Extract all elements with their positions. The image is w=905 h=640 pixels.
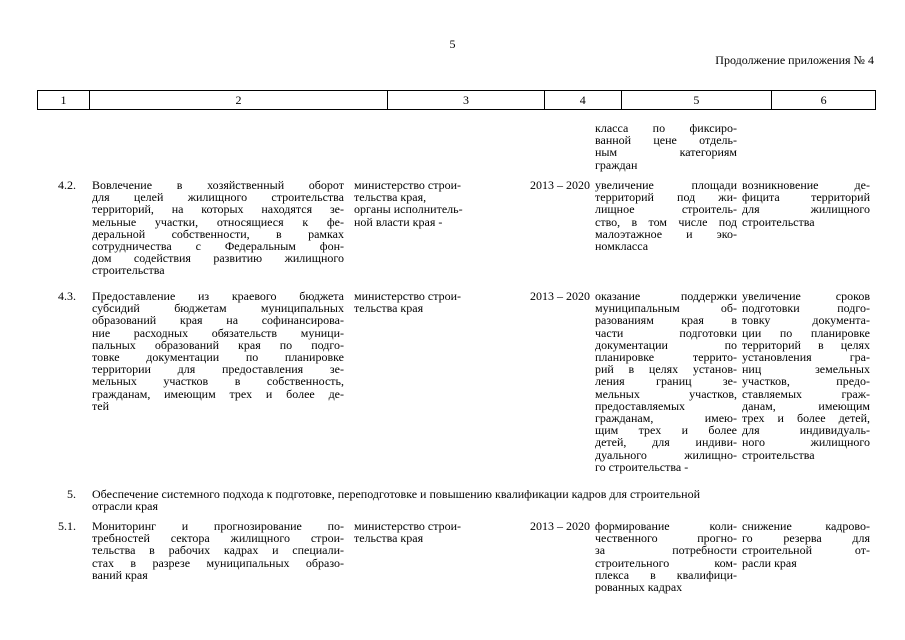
expected-result-line: территорий под жи- xyxy=(595,190,737,205)
non-implementation-effect-line: го резерва для xyxy=(742,531,870,546)
expected-result xyxy=(595,122,737,171)
non-implementation-effect-line: строительства xyxy=(742,214,815,229)
expected-result-line: за потребности xyxy=(595,543,737,558)
expected-result-line: части подготовки xyxy=(595,325,737,340)
non-implementation-effect xyxy=(742,179,870,228)
non-implementation-effect-line: товку документа- xyxy=(742,313,870,328)
header-col-5: 5 xyxy=(622,91,773,109)
expected-result-line: детей, для индиви- xyxy=(595,435,737,450)
expected-result-line: формирование коли- xyxy=(595,519,737,533)
section-heading-line: Обеспечение системного подхода к подготовке, переподготовке и повышению квалификации кадров для строительной xyxy=(92,487,700,501)
expected-result-line: ления границ зе- xyxy=(595,374,737,389)
measure-description-line: территории для предоставления зе- xyxy=(92,362,344,377)
header-col-3: 3 xyxy=(388,91,545,109)
expected-result xyxy=(595,179,737,252)
non-implementation-effect-line: трех и более детей, xyxy=(742,411,870,426)
non-implementation-effect-line: данам, имеющим xyxy=(742,398,870,413)
row-number: 4.2. xyxy=(58,178,76,192)
non-implementation-effect-line: участков, предо- xyxy=(742,374,870,389)
measure-description-line: Мониторинг и прогнозирование по- xyxy=(92,519,344,533)
row-number: 5.1. xyxy=(58,519,76,533)
measure-description-line: требностей сектора жилищного строи- xyxy=(92,531,344,546)
expected-result-line: увеличение площади xyxy=(595,178,737,192)
measure-description xyxy=(92,520,344,581)
expected-result-line: дуального жилищно- xyxy=(595,447,737,462)
measure-description-line: дом содействия развитию жилищного xyxy=(92,251,344,266)
section-heading-line: отрасли края xyxy=(92,499,158,514)
measure-description-line: ваний края xyxy=(92,567,148,582)
non-implementation-effect-line: снижение кадрово- xyxy=(742,519,870,533)
non-implementation-effect-line: ного жилищного xyxy=(742,435,870,450)
non-implementation-effect-line: фицита территорий xyxy=(742,190,870,205)
responsible-executor-line: тельства края xyxy=(354,531,424,546)
section-heading xyxy=(92,488,872,512)
non-implementation-effect-line: для жилищного xyxy=(742,202,870,217)
expected-result-line: номкласса xyxy=(595,239,649,254)
measure-description-line: стах в разрезе муниципальных образо- xyxy=(92,555,344,570)
measure-description-line: Предоставление из краевого бюджета xyxy=(92,289,344,303)
responsible-executor xyxy=(354,290,490,314)
non-implementation-effect-line: подготовки подго- xyxy=(742,301,870,316)
expected-result-line: малоэтажное и эко- xyxy=(595,226,737,241)
measure-description-line: территорий, на которых находятся зе- xyxy=(92,202,344,217)
measure-description-line: тельства в рабочих кадрах и специали- xyxy=(92,543,344,558)
non-implementation-effect-line: увеличение сроков xyxy=(742,289,870,303)
measure-description-line: гражданам, имеющим трех и более де- xyxy=(92,386,344,401)
expected-result-line: плекса в квалифици- xyxy=(595,567,737,582)
implementation-period: 2013 – 2020 xyxy=(530,178,590,192)
responsible-executor xyxy=(354,179,490,228)
responsible-executor-line: министерство строи- xyxy=(354,519,462,533)
measure-description-line: мельных участков в собственность, xyxy=(92,374,344,389)
header-col-6: 6 xyxy=(820,92,827,107)
expected-result xyxy=(595,520,737,593)
measure-description-line: субсидий бюджетам муниципальных xyxy=(92,301,344,316)
expected-result-line: оказание поддержки xyxy=(595,289,737,303)
responsible-executor-line: министерство строи- xyxy=(354,289,462,303)
responsible-executor-line: ной власти края - xyxy=(354,214,443,229)
measure-description xyxy=(92,179,344,277)
table-header xyxy=(37,90,876,110)
continuation-note: Продолжение приложения № 4 xyxy=(715,53,874,67)
measure-description-line: сотрудничества с Федеральным фон- xyxy=(92,239,344,254)
header-col-4: 4 xyxy=(545,91,622,109)
expected-result-line: лищное строитель- xyxy=(595,202,737,217)
non-implementation-effect-line: ции по планировке xyxy=(742,325,870,340)
non-implementation-effect xyxy=(742,290,870,461)
expected-result-line: разованиям края в xyxy=(595,313,737,328)
non-implementation-effect xyxy=(742,520,870,569)
measure-description-line: товке документации по планировке xyxy=(92,350,344,365)
measure-description-line: пальных образований края по подго- xyxy=(92,337,344,352)
expected-result-line: ванной цене отдель- xyxy=(595,133,737,148)
measure-description-line: деральной собственности, в рамках xyxy=(92,226,344,241)
non-implementation-effect-line: для индивидуаль- xyxy=(742,423,870,438)
non-implementation-effect-line: строительства xyxy=(742,447,815,462)
page-number: 5 xyxy=(449,37,456,51)
expected-result-line: планировке террито- xyxy=(595,350,737,365)
expected-result-line: гражданам, имею- xyxy=(595,411,737,426)
non-implementation-effect-line: ставляемых граж- xyxy=(742,386,870,401)
expected-result-line: предоставляемых xyxy=(595,398,686,413)
row-number: 5. xyxy=(67,487,76,501)
measure-description-line: тей xyxy=(92,398,109,413)
expected-result-line: ным категориям xyxy=(595,145,737,160)
expected-result-line: го строительства - xyxy=(595,459,689,474)
measure-description-line: ние расходных обязательств муници- xyxy=(92,325,344,340)
responsible-executor-line: тельства края, xyxy=(354,190,427,205)
expected-result-line: документации по xyxy=(595,337,737,352)
measure-description-line: образований края на софинансирова- xyxy=(92,313,344,328)
implementation-period: 2013 – 2020 xyxy=(530,519,590,533)
expected-result-line: чественного прогно- xyxy=(595,531,737,546)
non-implementation-effect-line: строительной от- xyxy=(742,543,870,558)
measure-description xyxy=(92,290,344,412)
expected-result-line: муниципальным об- xyxy=(595,301,737,316)
expected-result-line: щим трех и более xyxy=(595,423,737,438)
non-implementation-effect-line: ниц земельных xyxy=(742,362,870,377)
expected-result-line: класса по фиксиро- xyxy=(595,121,737,135)
header-col-1: 1 xyxy=(38,91,90,109)
expected-result-line: рий в целях установ- xyxy=(595,362,737,377)
expected-result-line: рованных кадрах xyxy=(595,580,683,595)
non-implementation-effect-line: расли края xyxy=(742,555,797,570)
expected-result xyxy=(595,290,737,473)
expected-result-line: граждан xyxy=(595,157,638,172)
non-implementation-effect-line: установления гра- xyxy=(742,350,870,365)
measure-description-line: для целей жилищного строительства xyxy=(92,190,344,205)
measure-description-line: строительства xyxy=(92,263,165,278)
responsible-executor xyxy=(354,520,490,544)
expected-result-line: мельных участков, xyxy=(595,386,737,401)
responsible-executor-line: тельства края xyxy=(354,301,424,316)
expected-result-line: строительного ком- xyxy=(595,555,737,570)
responsible-executor-line: органы исполнитель- xyxy=(354,202,463,217)
non-implementation-effect-line: территорий в целях xyxy=(742,337,870,352)
row-number: 4.3. xyxy=(58,289,76,303)
implementation-period: 2013 – 2020 xyxy=(530,289,590,303)
responsible-executor-line: министерство строи- xyxy=(354,178,462,192)
expected-result-line: ство, в том числе под xyxy=(595,214,737,229)
non-implementation-effect-line: возникновение де- xyxy=(742,178,870,192)
header-col-2: 2 xyxy=(90,91,388,109)
measure-description-line: мельные участки, относящиеся к фе- xyxy=(92,214,344,229)
measure-description-line: Вовлечение в хозяйственный оборот xyxy=(92,178,344,192)
